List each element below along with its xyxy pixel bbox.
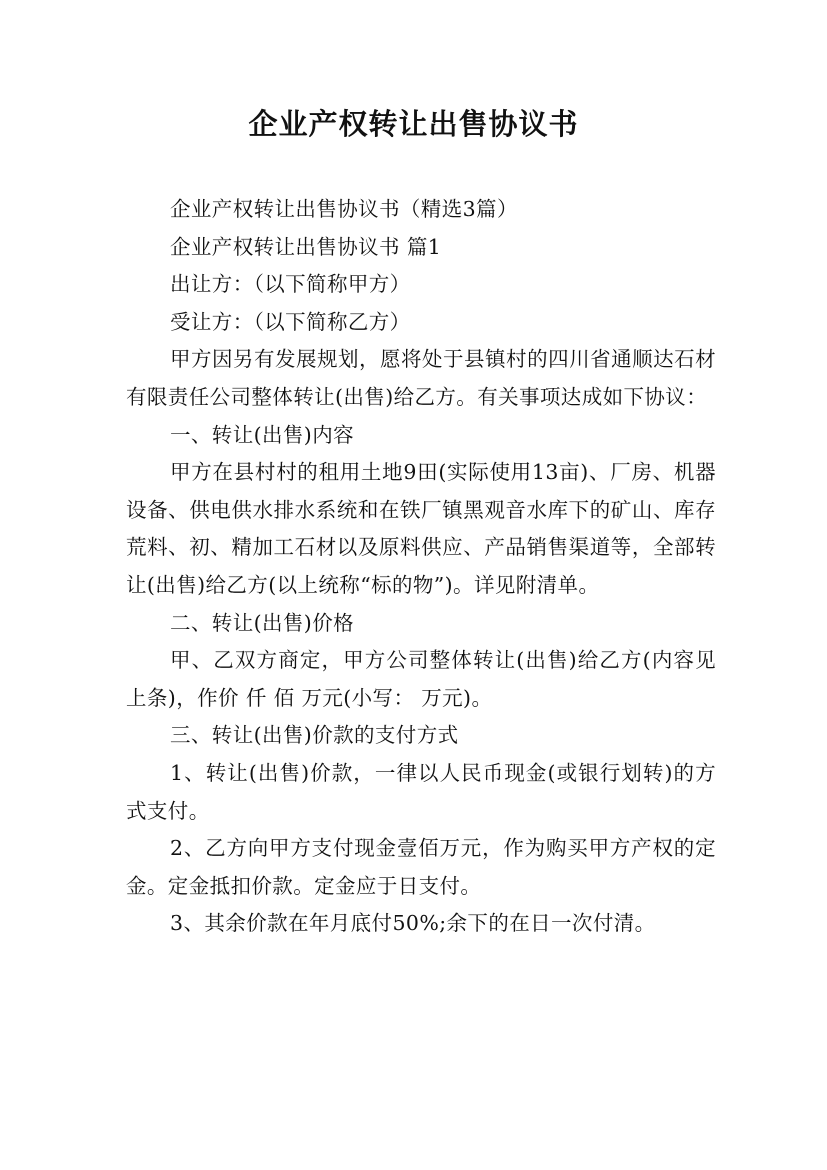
paragraph-clause-3-item-2: 2、乙方向甲方支付现金壹佰万元，作为购买甲方产权的定金。定金抵扣价款。定金应于日支付。 — [126, 836, 716, 898]
paragraph-subtitle: 企业产权转让出售协议书（精选3篇） — [170, 197, 518, 221]
paragraph-clause-1-body: 甲方在县村村的租用土地9田(实际使用13亩)、厂房、机器设备、供电供水排水系统和在铁厂镇黑观音水库下的矿山、库存荒料、初、精加工石材以及原料供应、产品销售渠道等，全部转让(出售)给乙方(以上统称“标的物”)。详见附清单。 — [126, 460, 716, 597]
paragraph-clause-3-item-3: 3、其余价款在年月底付50%;余下的在日一次付清。 — [170, 911, 656, 936]
paragraph-clause-2-body: 甲、乙双方商定，甲方公司整体转让(出售)给乙方(内容见上条)，作价 仟 佰 万元(小写： 万元)。 — [126, 648, 716, 710]
paragraph-clause-2-heading: 二、转让(出售)价格 — [170, 610, 354, 635]
paragraph-transferee: 受让方：（以下简称乙方） — [170, 309, 411, 334]
paragraph-clause-3-heading: 三、转让(出售)价款的支付方式 — [170, 723, 459, 748]
paragraph-clause-3-item-1: 1、转让(出售)价款，一律以人民币现金(或银行划转)的方式支付。 — [126, 760, 716, 823]
paragraph-transferor: 出让方：（以下简称甲方） — [170, 272, 411, 297]
document-title: 企业产权转让出售协议书 — [248, 107, 579, 141]
document-body — [126, 191, 716, 943]
paragraph-preamble: 甲方因另有发展规划，愿将处于县镇村的四川省通顺达石材有限责任公司整体转让(出售)给乙方。有关事项达成如下协议： — [126, 347, 716, 409]
paragraph-section-heading: 企业产权转让出售协议书 篇1 — [170, 234, 442, 259]
paragraph-clause-1-heading: 一、转让(出售)内容 — [170, 422, 354, 447]
